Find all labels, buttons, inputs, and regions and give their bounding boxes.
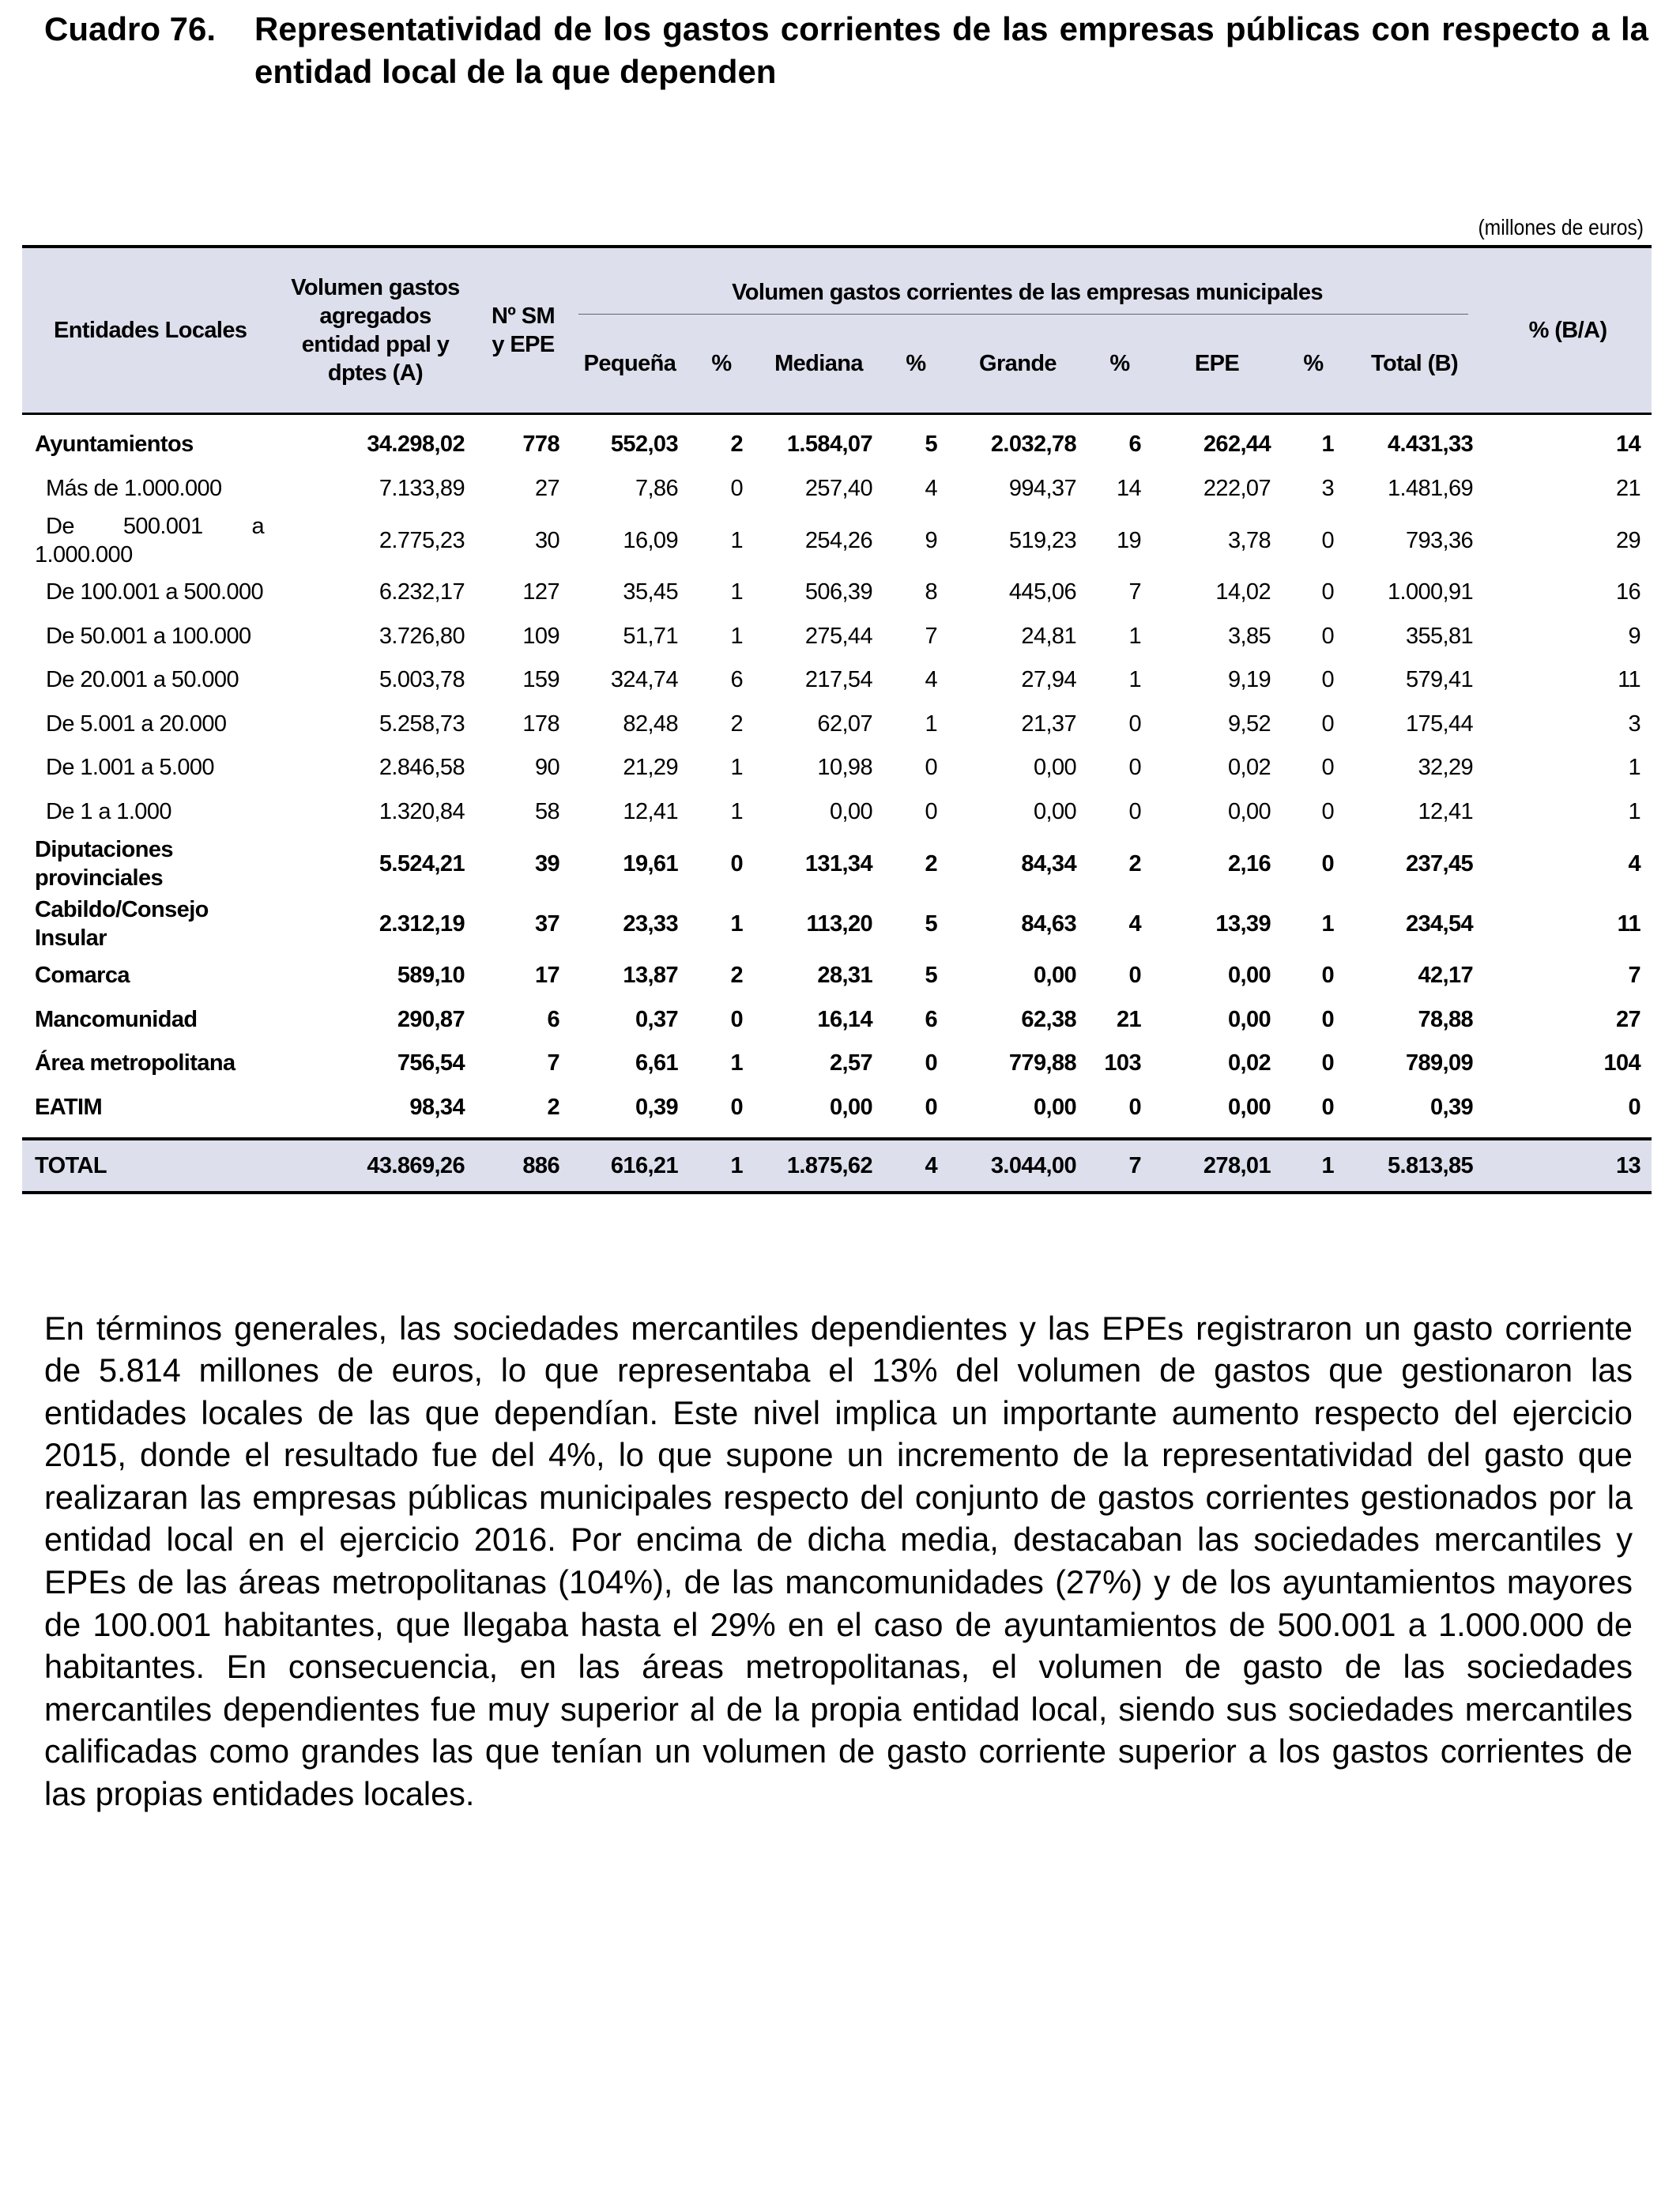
cell-grande: 0,00 <box>1033 1094 1076 1120</box>
cell-grande: 62,38 <box>1021 1006 1076 1032</box>
cell-total-b: 237,45 <box>1405 850 1474 876</box>
cell-pct-ba: 1 <box>1628 755 1641 781</box>
table-row <box>22 658 1652 703</box>
cell-pequena: 12,41 <box>623 798 678 824</box>
row-label: De 50.001 a 100.000 <box>46 623 251 649</box>
table-row <box>22 615 1652 659</box>
cell-pct-ba: 9 <box>1628 623 1641 649</box>
cell-pct: 1 <box>730 798 743 824</box>
cell-pct: 1 <box>730 623 743 649</box>
cell-nsm: 30 <box>534 527 559 553</box>
cell-nsm: 27 <box>534 475 559 501</box>
header-group-label: Volumen gastos corrientes de las empresas municipales <box>732 280 1323 305</box>
cell-grande: 0,00 <box>1033 798 1076 824</box>
cell-nsm: 17 <box>534 963 559 989</box>
cell-total-b: 355,81 <box>1405 623 1474 649</box>
cell-pct: 103 <box>1104 1050 1141 1076</box>
cell-pequena: 21,29 <box>623 755 678 781</box>
cell-pct: 1 <box>1321 910 1334 937</box>
cell-pct: 5 <box>925 432 937 458</box>
cell-grande: 994,37 <box>1008 475 1076 501</box>
cell-grande: 0,00 <box>1033 963 1076 989</box>
cell-pct-ba: 11 <box>1618 667 1641 693</box>
row-label: Más de 1.000.000 <box>46 475 222 501</box>
total-nsm: 886 <box>476 1139 571 1193</box>
header-pct: % <box>1087 315 1152 414</box>
cell-total-b: 0,39 <box>1430 1094 1474 1120</box>
cell-nsm: 7 <box>547 1050 559 1076</box>
cell-pct-ba: 0 <box>1628 1094 1641 1120</box>
group-divider <box>578 314 1468 315</box>
cell-mediana: 131,34 <box>804 850 872 876</box>
header-grande: Grande <box>948 315 1087 414</box>
cell-pequena: 51,71 <box>623 623 678 649</box>
cell-total-b: 579,41 <box>1405 667 1474 693</box>
cell-epe: 0,02 <box>1227 755 1271 781</box>
cell-pct-ba: 104 <box>1603 1050 1641 1076</box>
cell-pct: 4 <box>1128 910 1141 937</box>
cell-pct: 1 <box>730 1050 743 1076</box>
cell-nsm: 778 <box>522 432 559 458</box>
cell-pequena: 16,09 <box>623 527 678 553</box>
cell-pct: 0 <box>1128 1094 1141 1120</box>
table-row <box>22 703 1652 747</box>
table-row <box>22 746 1652 790</box>
data-table <box>22 245 1652 1194</box>
cell-pequena: 13,87 <box>623 963 678 989</box>
cell-pct-ba: 11 <box>1617 910 1641 937</box>
caption-title: Representatividad de los gastos corrientes de las empresas públicas con respecto a la entidad local de la que dependen <box>254 10 1648 90</box>
cell-pct: 0 <box>1321 963 1334 989</box>
cell-volumen-a: 589,10 <box>397 963 465 989</box>
cell-nsm: 6 <box>547 1006 559 1032</box>
cell-pct: 7 <box>1128 579 1141 605</box>
cell-grande: 84,34 <box>1021 850 1076 876</box>
cell-total-b: 793,36 <box>1405 527 1474 553</box>
cell-mediana: 2,57 <box>829 1050 872 1076</box>
cell-total-b: 12,41 <box>1418 798 1474 824</box>
cell-pct: 0 <box>1321 1050 1334 1076</box>
cell-volumen-a: 3.726,80 <box>379 623 465 649</box>
cell-pct: 0 <box>925 1050 937 1076</box>
cell-total-b: 32,29 <box>1418 755 1474 781</box>
cell-pct: 0 <box>1321 798 1334 824</box>
cell-pequena: 82,48 <box>623 711 678 737</box>
cell-mediana: 275,44 <box>804 623 872 649</box>
cell-total-b: 1.481,69 <box>1387 475 1474 501</box>
caption-number: Cuadro 76. <box>44 10 217 47</box>
cell-mediana: 62,07 <box>817 711 872 737</box>
header-pct: % <box>1282 315 1345 414</box>
cell-epe: 0,00 <box>1227 963 1271 989</box>
cell-grande: 779,88 <box>1008 1050 1076 1076</box>
cell-mediana: 257,40 <box>804 475 872 501</box>
cell-volumen-a: 5.258,73 <box>379 711 465 737</box>
cell-volumen-a: 7.133,89 <box>379 475 465 501</box>
cell-epe: 14,02 <box>1215 579 1271 605</box>
cell-mediana: 506,39 <box>804 579 872 605</box>
cell-pct-ba: 7 <box>1628 963 1641 989</box>
cell-grande: 445,06 <box>1008 579 1076 605</box>
cell-pct: 7 <box>925 623 937 649</box>
cell-pct: 0 <box>1321 527 1334 553</box>
cell-pct: 1 <box>730 755 743 781</box>
cell-epe: 0,02 <box>1227 1050 1271 1076</box>
cell-mediana: 254,26 <box>804 527 872 553</box>
row-label: De 100.001 a 500.000 <box>46 579 264 605</box>
row-label: De 1.001 a 5.000 <box>46 755 214 781</box>
total-pct-ba: 13 <box>1484 1139 1652 1193</box>
cell-pct: 6 <box>925 1006 937 1032</box>
cell-pequena: 552,03 <box>610 432 678 458</box>
cell-pequena: 19,61 <box>623 850 678 876</box>
cell-pct: 2 <box>730 432 743 458</box>
cell-pct: 0 <box>1321 755 1334 781</box>
cell-pct: 0 <box>1128 798 1141 824</box>
row-label: De 5.001 a 20.000 <box>46 711 227 737</box>
cell-total-b: 78,88 <box>1418 1006 1474 1032</box>
cell-grande: 27,94 <box>1021 667 1076 693</box>
total-total-b: 5.813,85 <box>1345 1139 1484 1193</box>
units-note: (millones de euros) <box>1478 215 1644 239</box>
cell-pct: 0 <box>1321 850 1334 876</box>
table-row <box>22 954 1652 998</box>
cell-mediana: 113,20 <box>806 910 872 937</box>
header-pct: % <box>883 315 948 414</box>
total-volumen-a: 43.869,26 <box>275 1139 476 1193</box>
row-label <box>22 511 275 571</box>
row-label: De 1 a 1.000 <box>46 798 171 824</box>
cell-pequena: 7,86 <box>635 475 678 501</box>
cell-epe: 0,00 <box>1227 1094 1271 1120</box>
cell-pct: 14 <box>1116 475 1141 501</box>
header-pequena: Pequeña <box>571 315 689 414</box>
cell-pct: 21 <box>1116 1006 1141 1032</box>
cell-pct-ba: 4 <box>1628 850 1641 876</box>
cell-pct: 0 <box>925 755 937 781</box>
cell-epe: 9,19 <box>1227 667 1271 693</box>
cell-mediana: 16,14 <box>817 1006 872 1032</box>
total-epe: 278,01 <box>1152 1139 1282 1193</box>
total-pequena: 616,21 <box>571 1139 689 1193</box>
cell-volumen-a: 756,54 <box>397 1050 465 1076</box>
cell-epe: 222,07 <box>1203 475 1271 501</box>
cell-pequena: 0,37 <box>635 1006 678 1032</box>
cell-pequena: 0,39 <box>635 1094 678 1120</box>
row-label-line2: 1.000.000 <box>35 542 133 567</box>
cell-nsm: 90 <box>534 755 559 781</box>
cell-epe: 3,85 <box>1227 623 1271 649</box>
cell-nsm: 127 <box>522 579 559 605</box>
cell-epe: 2,16 <box>1227 850 1271 876</box>
cell-volumen-a: 2.846,58 <box>379 755 465 781</box>
cell-pct: 0 <box>1128 963 1141 989</box>
cell-pct: 2 <box>1128 850 1141 876</box>
cell-pequena: 6,61 <box>635 1050 678 1076</box>
cell-pct: 8 <box>925 579 937 605</box>
table-row <box>22 571 1652 615</box>
table-row <box>22 894 1652 954</box>
cell-pct: 2 <box>925 850 937 876</box>
cell-volumen-a: 5.003,78 <box>379 667 465 693</box>
spacer-cell <box>22 1129 1652 1139</box>
row-label: Comarca <box>35 963 130 989</box>
cell-pct: 0 <box>730 850 743 876</box>
cell-pct: 0 <box>1321 1006 1334 1032</box>
cell-pct-ba: 1 <box>1628 798 1641 824</box>
total-pct: 7 <box>1087 1139 1152 1193</box>
table-row <box>22 1042 1652 1086</box>
cell-total-b: 42,17 <box>1418 963 1474 989</box>
cell-pct: 1 <box>1128 667 1141 693</box>
cell-pct: 19 <box>1116 527 1141 553</box>
cell-volumen-a: 2.312,19 <box>379 910 465 937</box>
header-pct: % <box>689 315 754 414</box>
row-label: Diputaciones provinciales <box>35 837 173 891</box>
cell-pct: 1 <box>925 711 937 737</box>
table-row <box>22 998 1652 1042</box>
cell-total-b: 789,09 <box>1405 1050 1474 1076</box>
cell-epe: 0,00 <box>1227 798 1271 824</box>
table-row <box>22 1086 1652 1130</box>
cell-pct: 0 <box>1321 579 1334 605</box>
cell-mediana: 1.584,07 <box>786 432 872 458</box>
cell-pct: 5 <box>925 963 937 989</box>
cell-pct: 0 <box>925 798 937 824</box>
cell-nsm: 178 <box>522 711 559 737</box>
cell-pct: 5 <box>925 910 937 937</box>
cell-total-b: 1.000,91 <box>1387 579 1474 605</box>
total-row <box>22 1139 1652 1193</box>
cell-nsm: 39 <box>534 850 559 876</box>
cell-pct: 0 <box>1321 623 1334 649</box>
cell-mediana: 217,54 <box>804 667 872 693</box>
total-pct: 1 <box>689 1139 754 1193</box>
cell-volumen-a: 5.524,21 <box>379 850 465 876</box>
header-volumen-a: Volumen gastos agregados entidad ppal y dptes (A) <box>275 247 476 414</box>
cell-pct: 2 <box>730 711 743 737</box>
table-row <box>22 414 1652 467</box>
cell-pct: 6 <box>730 667 743 693</box>
cell-nsm: 159 <box>522 667 559 693</box>
cell-grande: 84,63 <box>1021 910 1076 937</box>
spacer-row <box>22 1129 1652 1139</box>
row-label: EATIM <box>35 1094 103 1120</box>
total-mediana: 1.875,62 <box>754 1139 883 1193</box>
table-row <box>22 467 1652 511</box>
cell-pct: 0 <box>1321 667 1334 693</box>
cell-pct-ba: 3 <box>1628 711 1641 737</box>
cell-pct: 1 <box>730 527 743 553</box>
cell-grande: 519,23 <box>1008 527 1076 553</box>
cell-pct: 4 <box>925 475 937 501</box>
header-mediana: Mediana <box>754 315 883 414</box>
cell-epe: 0,00 <box>1227 1006 1271 1032</box>
total-pct: 4 <box>883 1139 948 1193</box>
cell-mediana: 0,00 <box>829 1094 872 1120</box>
header-group <box>571 247 1484 315</box>
cell-volumen-a: 2.775,23 <box>379 527 465 553</box>
cell-pct: 6 <box>1128 432 1141 458</box>
cell-pct: 1 <box>1128 623 1141 649</box>
cell-volumen-a: 98,34 <box>409 1094 465 1120</box>
cell-total-b: 234,54 <box>1405 910 1474 937</box>
cell-volumen-a: 34.298,02 <box>367 432 465 458</box>
cell-epe: 262,44 <box>1203 432 1271 458</box>
cell-pct: 1 <box>730 579 743 605</box>
cell-mediana: 28,31 <box>817 963 872 989</box>
cell-pct-ba: 29 <box>1616 527 1641 553</box>
body-paragraph: En términos generales, las sociedades mercantiles dependientes y las EPEs registraron un gasto corriente de 5.814 millones de euros, lo que representaba el 13% del volumen de gastos que gestionaron las entidades locales de las que dependían. Este nivel implica un importante aumento respecto del ejercicio 2015, donde el resultado fue del 4%, lo que supone un incremento de la representatividad del gasto que realizaran las empresas públicas municipales respecto del conjunto de gastos corrientes gestionados por la entidad local en el ejercicio 2016. Por encima de dicha media, destacaban las sociedades mercantiles y EPEs de las áreas metropolitanas (104%), de las mancomunidades (27%) y de los ayuntamientos mayores de 100.001 habitantes, que llegaba hasta el 29% en el caso de ayuntamientos de 500.001 a 1.000.000 de habitantes. En consecuencia, en las áreas metropolitanas, el volumen de gasto de las sociedades mercantiles dependientes fue muy superior al de la propia entidad local, siendo sus sociedades mercantiles calificadas como grandes las que tenían un volumen de gasto corriente superior a los gastos corrientes de las propias entidades locales. <box>44 1309 1633 1813</box>
header-pct-ba: % (B/A) <box>1484 247 1652 414</box>
header-epe: EPE <box>1152 315 1282 414</box>
cell-pct: 0 <box>1321 711 1334 737</box>
cell-volumen-a: 290,87 <box>397 1006 465 1032</box>
cell-pct: 0 <box>925 1094 937 1120</box>
row-label: De 20.001 a 50.000 <box>46 667 239 693</box>
cell-pct: 1 <box>1321 432 1334 458</box>
cell-pct: 0 <box>730 475 743 501</box>
table-row <box>22 834 1652 894</box>
cell-pct: 0 <box>1321 1094 1334 1120</box>
cell-nsm: 58 <box>534 798 559 824</box>
row-label: Ayuntamientos <box>35 432 194 458</box>
cell-pct: 0 <box>1128 755 1141 781</box>
cell-pct: 2 <box>730 963 743 989</box>
cell-grande: 2.032,78 <box>990 432 1076 458</box>
header-entidades: Entidades Locales <box>22 247 275 414</box>
cell-pct-ba: 27 <box>1616 1006 1641 1032</box>
cell-grande: 21,37 <box>1021 711 1076 737</box>
row-label: Área metropolitana <box>35 1050 235 1076</box>
cell-nsm: 2 <box>547 1094 559 1120</box>
cell-pct-ba: 14 <box>1616 432 1641 458</box>
total-label: TOTAL <box>22 1139 275 1193</box>
table-row <box>22 511 1652 571</box>
cell-pequena: 324,74 <box>610 667 678 693</box>
cell-pct: 3 <box>1321 475 1334 501</box>
table-row <box>22 790 1652 835</box>
cell-pct: 0 <box>730 1006 743 1032</box>
cell-pct: 9 <box>925 527 937 553</box>
cell-pct-ba: 16 <box>1616 579 1641 605</box>
cell-pct-ba: 21 <box>1616 475 1641 501</box>
cell-volumen-a: 6.232,17 <box>379 579 465 605</box>
header-nsm-epe: Nº SM y EPE <box>476 247 571 414</box>
cell-volumen-a: 1.320,84 <box>379 798 465 824</box>
cell-epe: 3,78 <box>1227 527 1271 553</box>
cell-pct: 0 <box>1128 711 1141 737</box>
row-label-line1: De 500.001 a <box>46 514 264 539</box>
total-pct: 1 <box>1282 1139 1345 1193</box>
cell-nsm: 109 <box>522 623 559 649</box>
total-grande: 3.044,00 <box>948 1139 1087 1193</box>
cell-pct: 1 <box>730 910 743 937</box>
row-label: Cabildo/Consejo Insular <box>35 897 209 951</box>
cell-pct: 0 <box>730 1094 743 1120</box>
cell-pequena: 23,33 <box>623 910 678 937</box>
cell-pequena: 35,45 <box>623 579 678 605</box>
cell-mediana: 0,00 <box>829 798 872 824</box>
row-label: Mancomunidad <box>35 1006 198 1032</box>
cell-epe: 9,52 <box>1227 711 1271 737</box>
cell-grande: 0,00 <box>1033 755 1076 781</box>
cell-pct: 4 <box>925 667 937 693</box>
cell-nsm: 37 <box>534 910 559 937</box>
cell-total-b: 175,44 <box>1405 711 1474 737</box>
cell-mediana: 10,98 <box>817 755 872 781</box>
cell-epe: 13,39 <box>1215 910 1271 937</box>
cell-total-b: 4.431,33 <box>1387 432 1474 458</box>
header-total-b: Total (B) <box>1345 315 1484 414</box>
cell-grande: 24,81 <box>1021 623 1076 649</box>
